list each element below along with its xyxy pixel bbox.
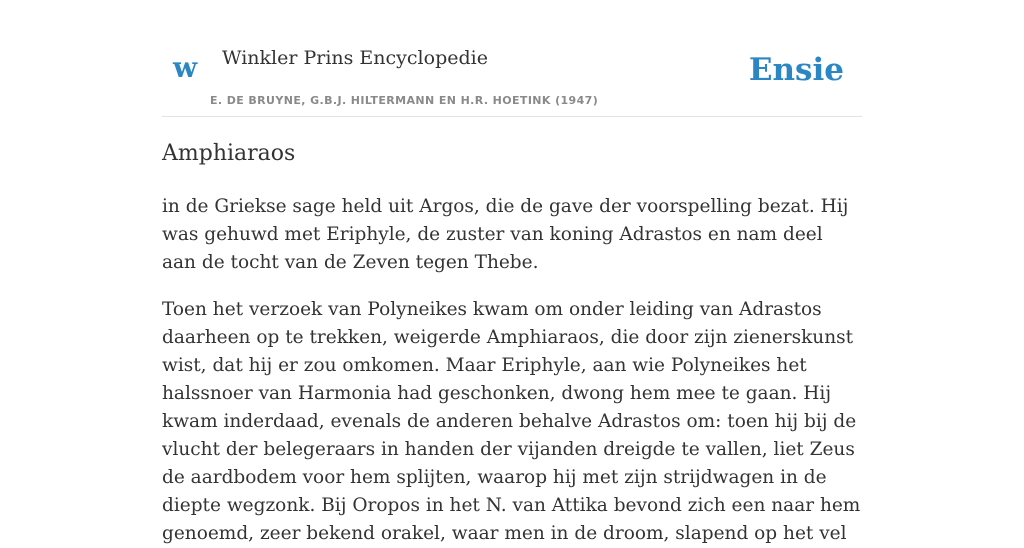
book-authors: E. DE BRUYNE, G.B.J. HILTERMANN EN H.R. HOETINK (1947) [210,94,599,107]
article-paragraph-1: in de Griekse sage held uit Argos, die de gave der voorspelling bezat. Hij was gehuwd met Eriphyle, de zuster van koning Adrastos en nam deel aan de tocht van de Zeven tegen Thebe. [162,196,849,273]
site-header [162,0,862,117]
book-title-link[interactable]: Winkler Prins Encyclopedie [222,47,488,69]
article [162,136,862,548]
article-paragraph-2: Toen het verzoek van Polyneikes kwam om onder leiding van Adrastos daarheen op te trekken, weigerde Amphiaraos, die door zijn zienerskunst wist, dat hij er zou omkomen. Maar Eriphyle, aan wie Polyneikes het halssnoer van Harmonia had geschonken, dwong hem mee te gaan. Hij kwam inderdaad, evenals de anderen behalve Adrastos om: toen hij bij de vlucht der belegeraars in handen der vijanden dreigde te vallen, liet Zeus de aardbodem voor hem splijten, waarop hij met zijn strijdwagen in de diepte wegzonk. Bij Oropos in het N. van Attika bevond zich een naar hem genoemd, zeer bekend orakel, waar men in de droom, slapend op het vel [162,299,861,544]
ensie-logo-link[interactable]: Ensie [748,52,844,88]
winkler-prins-logo[interactable]: w [173,51,198,84]
article-title: Amphiaraos [162,141,296,166]
